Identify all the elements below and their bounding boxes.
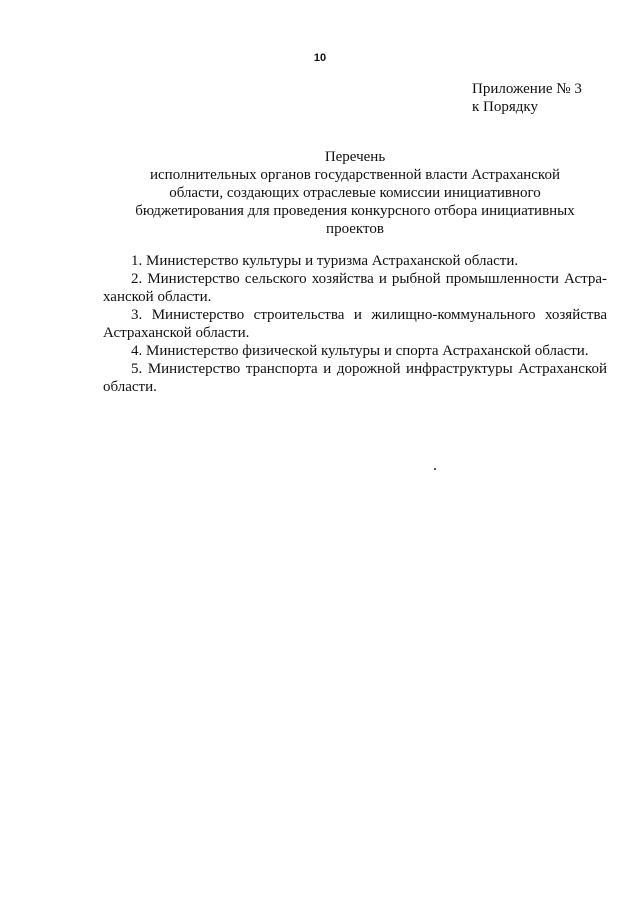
list-item-line: 4. Министерство физической культуры и спорта Астраханской области. — [131, 343, 589, 359]
list-item — [103, 306, 607, 342]
title-line-1: исполнительных органов государственной власти Астраханской — [149, 167, 560, 183]
list-item — [103, 342, 607, 360]
list-item-line: ханской области. — [103, 289, 212, 305]
list-item-line: 5. Министерство транспорта и дорожной инфраструктуры Астраханской — [131, 361, 607, 377]
document-title — [100, 148, 610, 238]
appendix-reference — [472, 80, 582, 116]
title-heading: Перечень — [324, 149, 386, 165]
list-item — [103, 360, 607, 396]
scan-speck — [434, 468, 436, 470]
appendix-number: Приложение № 3 — [472, 81, 582, 97]
list-item-line: 2. Министерство сельского хозяйства и рыбной промышленности Астра- — [131, 271, 607, 287]
title-line-2: области, создающих отраслевые комиссии инициативного — [169, 185, 541, 201]
list-item — [103, 252, 607, 270]
list-item — [103, 270, 607, 306]
list-item-line: Астраханской области. — [103, 325, 250, 341]
list-item-line: 3. Министерство строительства и жилищно-коммунального хозяйства — [131, 307, 607, 323]
title-line-3: бюджетирования для проведения конкурсного отбора инициативных — [135, 203, 575, 219]
appendix-procedure: к Порядку — [472, 99, 538, 115]
title-line-4: проектов — [326, 221, 384, 237]
list-item-line: области. — [103, 379, 157, 395]
list-item-line: 1. Министерство культуры и туризма Астраханской области. — [131, 253, 519, 269]
page-number: 10 — [313, 52, 327, 64]
ministry-list — [103, 252, 607, 396]
